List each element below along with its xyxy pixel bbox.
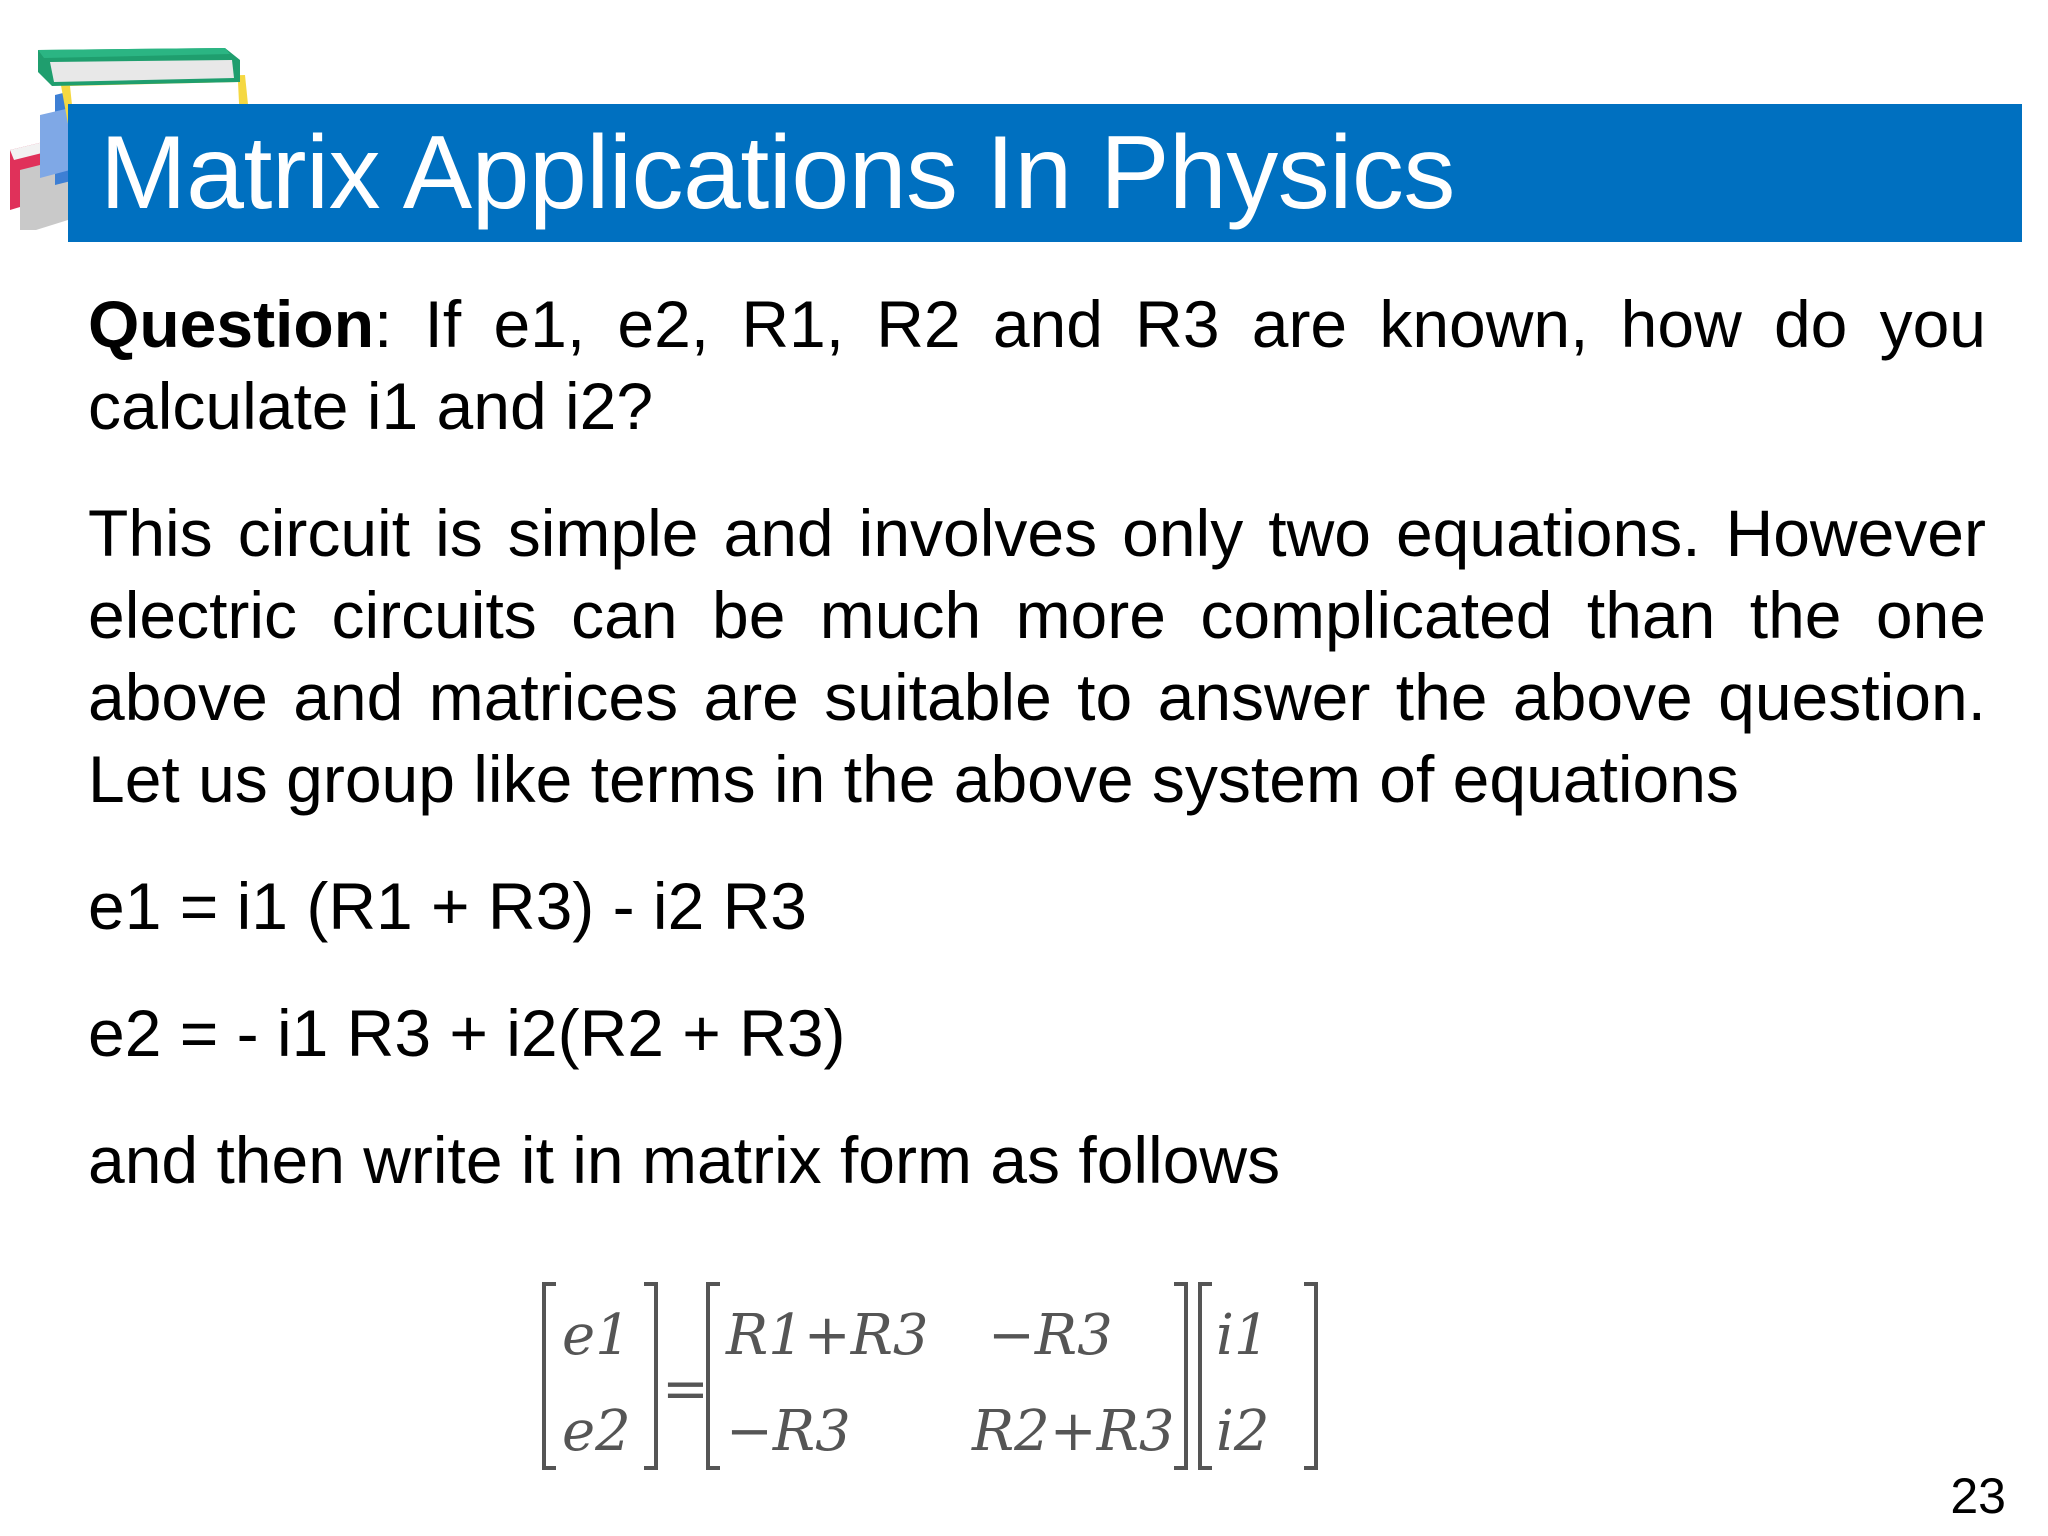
vector-e1: e1 (562, 1303, 631, 1368)
question-label: Question (88, 287, 375, 361)
equals-sign: = (662, 1357, 709, 1422)
page-number: 23 (1950, 1468, 2006, 1524)
matrix-cell-1-1: R1+R3 (726, 1303, 929, 1368)
question-paragraph (88, 283, 1986, 447)
matrix-cell-2-2: R2+R3 (972, 1399, 1175, 1464)
vector-i1: i1 (1216, 1303, 1270, 1368)
equation-2: e2 = - i1 R3 + i2(R2 + R3) (88, 996, 846, 1070)
slide-body (88, 283, 1986, 1201)
slide-title: Matrix Applications In Physics (100, 115, 1455, 231)
matrix-cell-1-2: −R3 (988, 1303, 1113, 1368)
explanation-paragraph: This circuit is simple and involves only two equations. However electric circuits can be much more complicated than the one above and matrices are suitable to answer the above question. Let us group like terms in the above system of equations (88, 496, 1986, 816)
matrix-cell-2-1: −R3 (726, 1399, 851, 1464)
vector-i2: i2 (1216, 1399, 1270, 1464)
matrix-lead-in: and then write it in matrix form as follows (88, 1123, 1281, 1197)
vector-e2: e2 (562, 1399, 631, 1464)
equation-1: e1 = i1 (R1 + R3) - i2 R3 (88, 869, 807, 943)
question-text: : If e1, e2, R1, R2 and R3 are known, how do you calculate i1 and i2? (88, 287, 1986, 443)
matrix-equation (540, 1278, 1320, 1474)
